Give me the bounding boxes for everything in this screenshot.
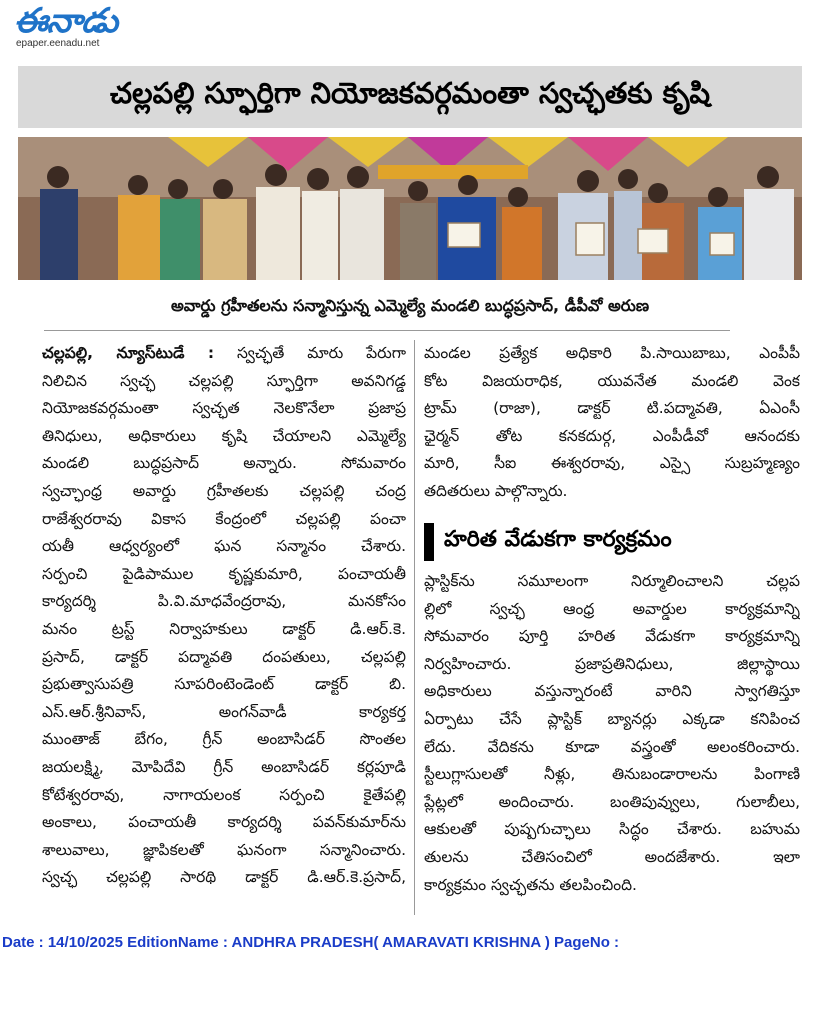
article-left-column	[42, 340, 406, 892]
photo-caption: అవార్డు గ్రహీతలను సన్మానిస్తున్న ఎమ్మెల్యే మండలి బుద్ధప్రసాద్, డీపీవో అరుణ	[170, 296, 650, 315]
article-line: శాలువాలు, జ్ఞాపికలతో ఘనంగా సన్మానించారు.	[42, 840, 406, 859]
article-line: ప్రభుత్వాసుపత్రి సూపరింటెండెంట్ డాక్టర్ బి.	[42, 675, 406, 694]
article-line: ముంతాజ్ బేగం, గ్రీన్ అంబాసిడర్ సొంతల	[42, 730, 406, 749]
article-right-column-2	[424, 568, 800, 899]
subhead-text: హరిత వేడుకగా కార్యక్రమం	[444, 527, 672, 552]
article-line: కార్యదర్శి పి.వి.మాధవేంద్రరావు, మనకోసం	[42, 592, 406, 611]
article-line: మనం ట్రస్ట్ నిర్వాహకులు డాక్టర్ డి.ఆర్.కె.	[42, 619, 406, 638]
article-line: స్వచ్ఛతే మారు పేరుగా	[237, 344, 406, 362]
article-line: ఏర్పాటు చేసే ప్లాస్టిక్ బ్యానర్లు ఎక్కడా కనిపించ	[424, 709, 800, 728]
section-subhead	[424, 522, 784, 562]
article-line: తినిధులు, అధికారులు కృషి చేయాలని ఎమ్మెల్యే	[42, 426, 406, 445]
logo-url: epaper.eenadu.net	[16, 38, 100, 49]
subhead-marker	[424, 523, 434, 561]
column-divider	[414, 340, 415, 915]
article-line: లేదు. వేదికను కూడా వస్త్రంతో అలంకరించారు.	[424, 737, 800, 756]
article-line: మండల ప్రత్యేక అధికారి పి.సాయిబాబు, ఎంపీపీ	[424, 344, 800, 362]
article-line: కార్యక్రమం స్వచ్ఛతను తలపించింది.	[424, 875, 637, 894]
article-line: కోటేశ్వరరావు, నాగాయలంక సర్పంచి కైతేపల్లి	[42, 785, 406, 804]
article-line: మండలి బుద్ధప్రసాద్ అన్నారు. సోమవారం	[42, 454, 406, 473]
article-line: ఆకులతో పుష్పగుచ్ఛాలు సిద్ధం చేశారు. బహుమ	[424, 820, 800, 839]
article-line: తులను చేతిసంచిలో అందజేశారు. ఇలా	[424, 847, 800, 866]
logo-wordmark: ఈనాడు	[14, 1, 118, 41]
article-line: యతీ ఆధ్వర్యంలో ఘన సన్మానం చేశారు.	[42, 537, 406, 556]
headline-banner	[18, 66, 802, 128]
dateline: చల్లపల్లి, న్యూస్‌టుడే :	[42, 344, 215, 362]
article-line: స్టీలుగ్లాసులతో నీళ్లు, తినుబండారాలను పింగాణి	[424, 765, 800, 784]
article-line: ప్లేట్లలో అందించారు. బంతిపువ్వులు, గులాబీలు,	[424, 792, 800, 811]
article-line: స్వచ్ఛాంధ్ర అవార్డు గ్రహీతలకు చల్లపల్లి చంద్ర	[42, 481, 406, 500]
article-line: సర్పంచి పైడిపాముల కృష్ణకుమారి, పంచాయతీ	[42, 564, 406, 583]
caption-divider	[44, 330, 730, 331]
article-line: ఛైర్మన్ తోట కనకదుర్గ, ఎంపీడీవో ఆనందకు	[424, 426, 800, 445]
article-line: ప్రసాద్, డాక్టర్ పద్మావతి దంపతులు, చల్లపల్లి	[42, 647, 406, 666]
article-line: జయలక్ష్మి, మోపిదేవి గ్రీన్ అంబాసిడర్ కర్లపూడి	[42, 757, 406, 776]
award-ceremony-photo	[18, 137, 802, 280]
article-line: అంకాలు, పంచాయతీ కార్యదర్శి పవన్‌కుమార్‌ను	[42, 813, 406, 832]
article-line: తదితరులు పాల్గొన్నారు.	[424, 481, 568, 500]
article-line: కోట విజయరాధిక, యువనేత మండలి వెంక	[424, 371, 800, 390]
article-line: మారి, సీఐ ఈశ్వరరావు, ఎస్సై సుబ్రహ్మణ్యం	[424, 454, 800, 473]
article-line: ల్లిలో స్వచ్ఛ ఆంధ్ర అవార్డుల కార్యక్రమాన్ని	[424, 599, 800, 618]
article-right-column	[424, 340, 800, 506]
article-line: అధికారులు వస్తున్నారంటే వారిని స్వాగతిస్తూ	[424, 682, 800, 701]
article-line: రాజేశ్వరరావు వికాస కేంద్రంలో చల్లపల్లి పంచా	[42, 509, 406, 528]
article-line: ట్రామ్ (రాజా), డాక్టర్ టి.పద్మావతి, ఏఎంసీ	[424, 399, 800, 418]
eenadu-logo	[14, 2, 144, 54]
article-line: స్వచ్ఛ చల్లపల్లి సారథి డాక్టర్ డి.ఆర్.కె.ప్రసాద్,	[42, 868, 406, 887]
article-line: సోమవారం పూర్తి హరిత వేడుకగా కార్యక్రమాన్ని	[424, 627, 800, 646]
article-headline: చల్లపల్లి స్ఫూర్తిగా నియోజకవర్గమంతా స్వచ్ఛతకు కృషి	[109, 76, 711, 110]
edition-footer: Date : 14/10/2025 EditionName : ANDHRA PRADESH( AMARAVATI KRISHNA ) PageNo :	[2, 934, 620, 951]
article-line: నిలిచిన స్వచ్ఛ చల్లపల్లి స్ఫూర్తిగా అవనిగడ్డ	[42, 371, 406, 390]
article-line: నిర్వహించారు. ప్రజాప్రతినిధులు, జిల్లాస్థాయి	[424, 654, 800, 673]
article-line: ఎస్.ఆర్.శ్రీనివాస్, అంగన్‌వాడీ కార్యకర్త	[42, 702, 406, 721]
article-line: ప్లాస్టిక్‌ను సమూలంగా నిర్మూలించాలని చల్లప	[424, 572, 800, 590]
article-line: నియోజకవర్గమంతా స్వచ్ఛత నెలకొనేలా ప్రజాప్ర	[42, 399, 406, 418]
